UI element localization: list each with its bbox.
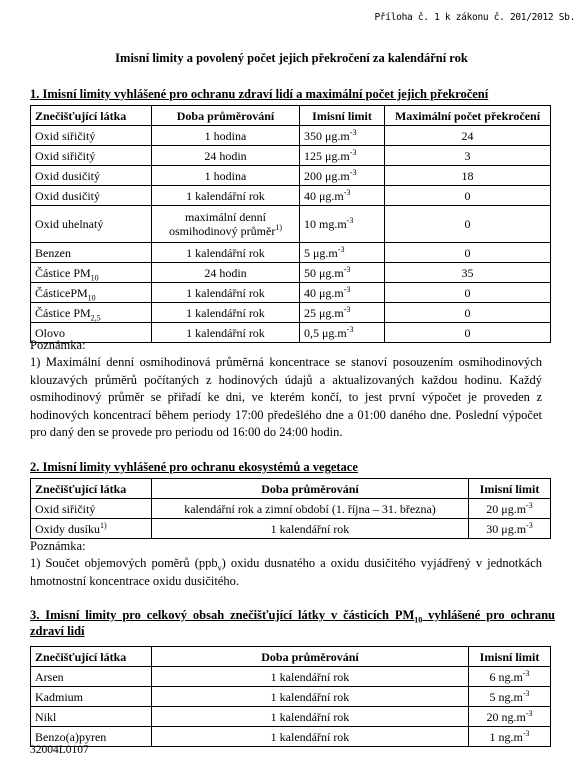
cell-max: 0 — [385, 186, 551, 206]
cell-limit: 30 $\mu g.m^{-3}$ — [469, 519, 551, 539]
cell-limit: 6 $ng.m^{-3}$ — [469, 667, 551, 687]
section2-note-text: 1) Součet objemových poměrů (ppb$_v$) oxidu dusnatého a oxidu dusičitého vyjádřený v jednotkách hmotnostní koncentrace oxidu dusičitého. — [30, 556, 542, 588]
section1-heading: 1. Imisní limity vyhlášené pro ochranu zdraví lidí a maximální počet jejich překročení — [30, 87, 489, 101]
section2-table — [30, 478, 551, 539]
table-row — [31, 243, 551, 263]
table-row — [31, 323, 551, 343]
table-row — [31, 707, 551, 727]
cell-substance: Benzen — [31, 243, 152, 263]
cell-period: 1 hodina — [152, 126, 300, 146]
header-substance: Znečišťující látka — [31, 647, 152, 667]
table-header-row — [31, 106, 551, 126]
cell-limit: 10 $mg.m^{-3}$ — [300, 206, 385, 243]
section2-heading: 2. Imisní limity vyhlášené pro ochranu ekosystémů a vegetace — [30, 460, 358, 474]
table-row — [31, 283, 551, 303]
cell-period: 1 kalendářní rok — [152, 519, 469, 539]
cell-period: 24 hodin — [152, 146, 300, 166]
cell-limit: 40 $\mu g.m^{-3}$ — [300, 283, 385, 303]
cell-limit: 20 $\mu g.m^{-3}$ — [469, 499, 551, 519]
cell-substance: Arsen — [31, 667, 152, 687]
cell-limit: 25 $\mu g.m^{-3}$ — [300, 303, 385, 323]
table-row — [31, 667, 551, 687]
table-row — [31, 126, 551, 146]
cell-substance: Kadmium — [31, 687, 152, 707]
cell-period: 1 kalendářní rok — [152, 687, 469, 707]
cell-limit: 350 $\mu g.m^{-3}$ — [300, 126, 385, 146]
header-period: Doba průměrování — [152, 479, 469, 499]
cell-max: 0 — [385, 243, 551, 263]
table-row — [31, 263, 551, 283]
cell-period: 1 kalendářní rok — [152, 186, 300, 206]
table-row — [31, 499, 551, 519]
section2-note-label: Poznámka: — [30, 539, 86, 553]
cell-substance: Oxid siřičitý — [31, 126, 152, 146]
table-row — [31, 727, 551, 747]
cell-substance: ČásticePM$_{10}$ — [31, 283, 152, 303]
cell-period: 1 kalendářní rok — [152, 303, 300, 323]
cell-period: 1 kalendářní rok — [152, 707, 469, 727]
cell-limit: 125 $\mu g.m^{-3}$ — [300, 146, 385, 166]
cell-limit: 200 $\mu g.m^{-3}$ — [300, 166, 385, 186]
section1-note-text: 1) Maximální denní osmihodinová průměrná koncentrace se stanoví posouzením osmihodinových klouzavých průměrů počítaných z hodinových údajů a aktualizovaných každou hodinu. Každý osmihodinový průměr se přiřadí ke dni, ve kterém končí, to jest první výpočet je proveden z hodinových koncentrací během periody 17:00 předešlého dne a 01:00 daného dne. Poslední výpočet pro daný den se provede pro periodu od 16:00 do 24:00 hodin. — [30, 355, 542, 439]
section3-table — [30, 646, 551, 747]
cell-substance: Oxid dusičitý — [31, 186, 152, 206]
cell-substance: Olovo — [31, 323, 152, 343]
cell-limit: 0,5 $\mu g.m^{-3}$ — [300, 323, 385, 343]
cell-substance: Oxid dusičitý — [31, 166, 152, 186]
table-header-row — [31, 647, 551, 667]
cell-limit: 5 $ng.m^{-3}$ — [469, 687, 551, 707]
cell-limit: 40 $\mu g.m^{-3}$ — [300, 186, 385, 206]
cell-period: 1 kalendářní rok — [152, 727, 469, 747]
cell-period: 24 hodin — [152, 263, 300, 283]
header-max-exceedances: Maximální počet překročení — [385, 106, 551, 126]
table-row — [31, 206, 551, 243]
cell-max: 0 — [385, 206, 551, 243]
cell-period: 1 kalendářní rok — [152, 323, 300, 343]
table-row — [31, 186, 551, 206]
header-limit: Imisní limit — [469, 647, 551, 667]
cell-period: 1 kalendářní rok — [152, 243, 300, 263]
document-title: Imisní limity a povolený počet jejich překročení za kalendářní rok — [115, 51, 468, 65]
header-period: Doba průměrování — [152, 647, 469, 667]
cell-period: 1 kalendářní rok — [152, 283, 300, 303]
document-code: 32004L0107 — [30, 744, 89, 756]
cell-substance: Oxidy dusíku$^{1)}$ — [31, 519, 152, 539]
cell-max: 0 — [385, 323, 551, 343]
table-row — [31, 146, 551, 166]
cell-limit: 1 $ng.m^{-3}$ — [469, 727, 551, 747]
cell-period: maximální denní osmihodinový průměr$^{1)}$ — [152, 206, 300, 243]
cell-max: 24 — [385, 126, 551, 146]
header-limit: Imisní limit — [469, 479, 551, 499]
cell-period: kalendářní rok a zimní období (1. října – 31. března) — [152, 499, 469, 519]
table-row — [31, 166, 551, 186]
cell-max: 0 — [385, 283, 551, 303]
cell-substance: Benzo(a)pyren — [31, 727, 152, 747]
section1-table — [30, 105, 551, 343]
header-period: Doba průměrování — [152, 106, 300, 126]
header-substance: Znečišťující látka — [31, 479, 152, 499]
cell-max: 18 — [385, 166, 551, 186]
cell-limit: 5 $\mu g.m^{-3}$ — [300, 243, 385, 263]
header-substance: Znečišťující látka — [31, 106, 152, 126]
cell-substance: Oxid siřičitý — [31, 499, 152, 519]
annex-reference: Příloha č. 1 k zákonu č. 201/2012 Sb. — [374, 12, 575, 23]
cell-period: 1 kalendářní rok — [152, 667, 469, 687]
cell-limit: 20 $ng.m^{-3}$ — [469, 707, 551, 727]
header-limit: Imisní limit — [300, 106, 385, 126]
section1-note-label: Poznámka: — [30, 338, 86, 352]
cell-substance: Částice $PM_{2,5}$ — [31, 303, 152, 323]
cell-substance: Oxid siřičitý — [31, 146, 152, 166]
cell-limit: 50 $\mu g.m^{-3}$ — [300, 263, 385, 283]
cell-period: 1 hodina — [152, 166, 300, 186]
cell-max: 0 — [385, 303, 551, 323]
section3-heading: 3. Imisní limity pro celkový obsah znečišťující látky v částicích $PM_{10}$ vyhlášené pro ochranu zdraví lidí — [30, 608, 555, 638]
table-row — [31, 519, 551, 539]
table-row — [31, 687, 551, 707]
cell-max: 3 — [385, 146, 551, 166]
cell-max: 35 — [385, 263, 551, 283]
cell-substance: Oxid uhelnatý — [31, 206, 152, 243]
cell-substance: Částice $PM_{10}$ — [31, 263, 152, 283]
table-row — [31, 303, 551, 323]
table-header-row — [31, 479, 551, 499]
cell-substance: Nikl — [31, 707, 152, 727]
